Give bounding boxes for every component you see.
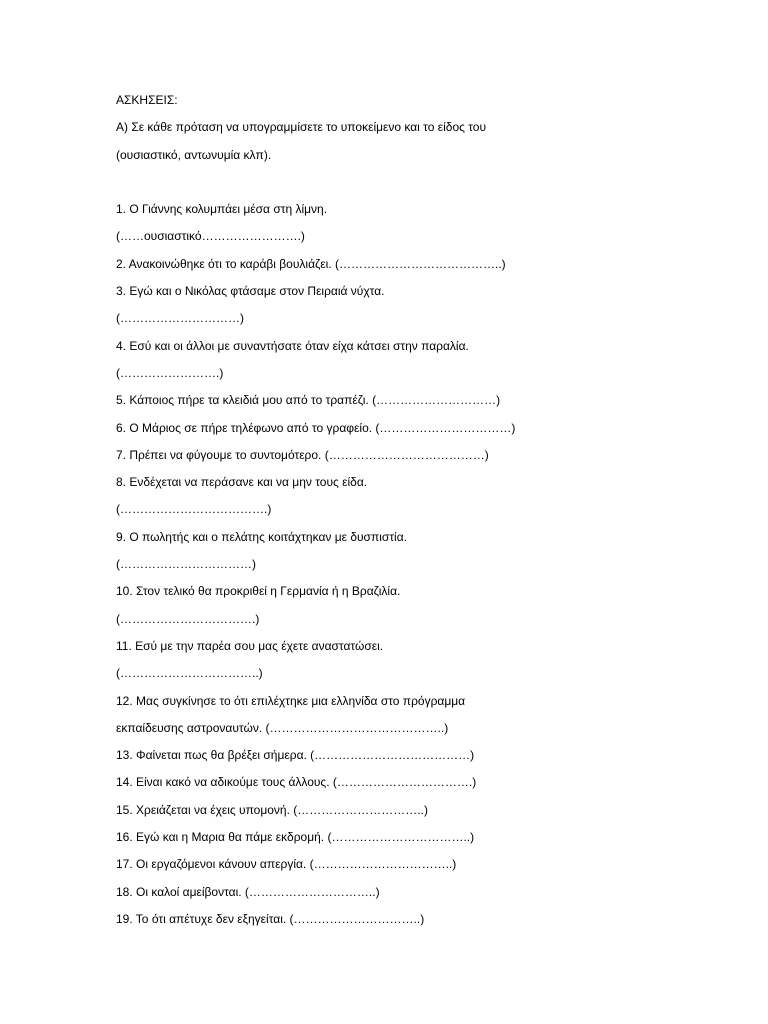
exercise-line: 14. Είναι κακό να αδικούμε τους άλλους. (…………………………….) [116,775,477,790]
instruction-line: (ουσιαστικό, αντωνυμία κλπ). [116,147,272,162]
exercise-line: 8. Ενδέχεται να περάσανε και να μην τους είδα. [116,475,368,490]
exercise-line: 18. Οι καλοί αμείβονται. (…………………………..) [116,884,380,899]
exercise-line: 17. Οι εργαζόμενοι κάνουν απεργία. (……………………………..) [116,857,457,872]
answer-blank: (…………………….) [116,365,224,380]
exercise-line: 13. Φαίνεται πως θα βρέξει σήμερα. (…………………………………) [116,748,475,763]
exercise-line: 1. Ο Γιάννης κολυμπάει μέσα στη λίμνη. [116,202,328,217]
exercise-line: 11. Εσύ με την παρέα σου μας έχετε αναστατώσει. [116,638,384,653]
blank-line [116,169,716,196]
exercise-line: 2. Ανακοινώθηκε ότι το καράβι βουλιάζει. (…………………………………..) [116,256,506,271]
exercise-heading: ΑΣΚΗΣΕΙΣ: [116,93,178,107]
answer-blank: (……………………………) [116,557,256,572]
exercise-line: 6. Ο Μάριος σε πήρε τηλέφωνο από το γραφείο. (……………………………) [116,420,516,435]
exercise-line: εκπαίδευσης αστροναυτών. (……………………………………..) [116,720,449,735]
exercise-line: 12. Μας συγκίνησε το ότι επιλέχτηκε μια ελληνίδα στο πρόγραμμα [116,693,466,708]
exercise-content [116,87,716,933]
exercise-line: 16. Εγώ και η Μαρια θα πάμε εκδρομή. (……………………………..) [116,830,475,845]
exercise-line: 3. Εγώ και ο Νικόλας φτάσαμε στον Πειραιά νύχτα. [116,284,385,299]
exercise-line: 4. Εσύ και οι άλλοι με συναντήσατε όταν είχα κάτσει στην παραλία. [116,338,469,353]
exercise-line: 10. Στον τελικό θα προκριθεί η Γερμανία ή η Βραζιλία. [116,584,401,599]
exercise-line: 15. Χρειάζεται να έχεις υπομονή. (…………………………..) [116,802,428,817]
answer-blank: (…………………………….) [116,611,260,626]
exercise-line: 5. Κάποιος πήρε τα κλειδιά μου από το τραπέζι. (…………………………) [116,393,501,408]
answer-blank: (……ουσιαστικό…………………….) [116,229,305,244]
exercise-line: 7. Πρέπει να φύγουμε το συντομότερο. (…………………………………) [116,447,489,462]
answer-blank: (……………………………….) [116,502,272,517]
instruction-line: Α) Σε κάθε πρόταση να υπογραμμίσετε το υποκείμενο και το είδος του [116,120,487,135]
exercise-line: 9. Ο πωλητής και ο πελάτης κοιτάχτηκαν με δυσπιστία. [116,529,407,544]
answer-blank: (…………………………) [116,311,244,326]
answer-blank: (……………………………..) [116,666,263,681]
exercise-line: 19. Το ότι απέτυχε δεν εξηγείται. (…………………………..) [116,911,425,926]
